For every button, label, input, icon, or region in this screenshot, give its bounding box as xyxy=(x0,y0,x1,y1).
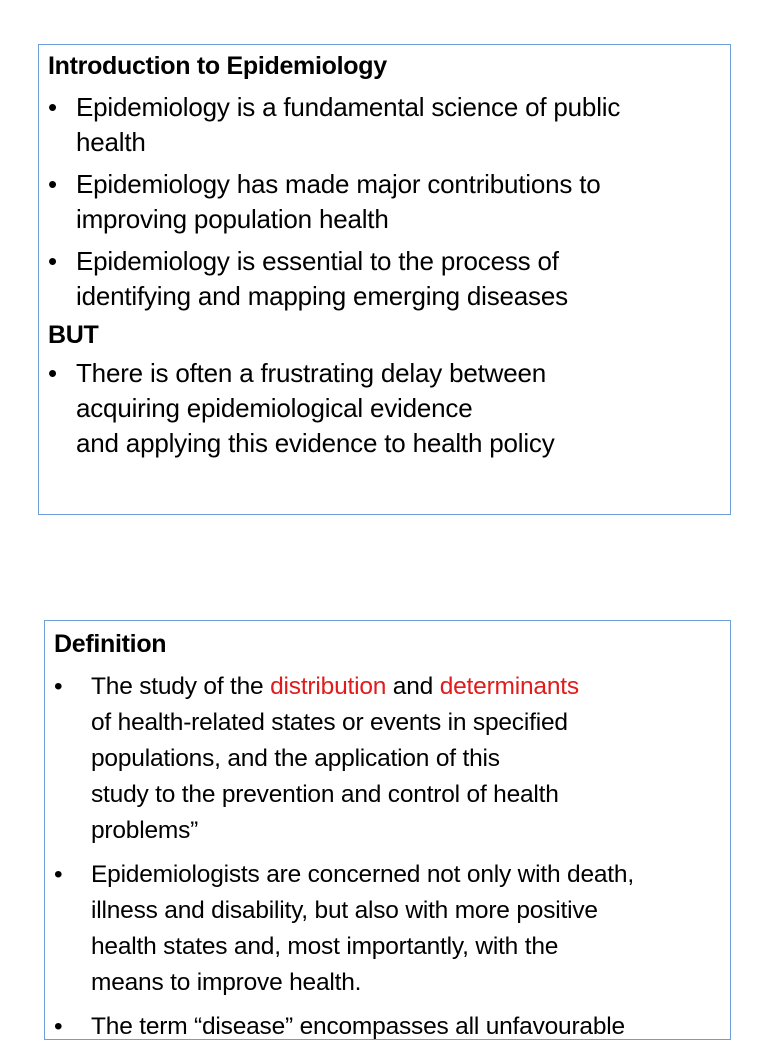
bullet-marker: • xyxy=(48,246,57,276)
bullet-text-first-line xyxy=(91,669,720,705)
bullet-text: study to the prevention and control of health xyxy=(91,781,559,808)
bullet-text: problems” xyxy=(91,817,199,844)
bullet-list xyxy=(48,90,720,314)
bullet-list xyxy=(54,669,720,1045)
bullet-text: Epidemiology has made major contributions to xyxy=(76,169,601,199)
list-item xyxy=(48,356,720,461)
bullet-text: identifying and mapping emerging diseases xyxy=(76,281,568,311)
bullet-text: Epidemiologists are concerned not only with death, xyxy=(91,861,634,888)
bullet-marker: • xyxy=(54,673,63,700)
bullet-text: Epidemiology is essential to the process of xyxy=(76,246,559,276)
bullet-text: of health-related states or events in specified xyxy=(91,709,568,736)
text: and xyxy=(386,673,440,700)
bullet-text: health states and, most importantly, with the xyxy=(91,933,559,960)
bullet-text: populations, and the application of this xyxy=(91,745,500,772)
slide-title: Definition xyxy=(54,630,167,658)
list-item xyxy=(48,90,720,160)
bullet-marker: • xyxy=(54,861,63,888)
bullet-text: and applying this evidence to health policy xyxy=(76,428,555,458)
bullet-marker: • xyxy=(48,92,57,122)
but-heading: BUT xyxy=(48,321,99,349)
bullet-text: Epidemiology is a fundamental science of public xyxy=(76,92,621,122)
bullet-marker: • xyxy=(48,169,57,199)
highlight-distribution: distribution xyxy=(270,673,387,700)
list-item xyxy=(54,669,720,849)
bullet-text: improving population health xyxy=(76,204,389,234)
bullet-marker: • xyxy=(54,1013,63,1040)
list-item xyxy=(48,167,720,237)
bullet-text: acquiring epidemiological evidence xyxy=(76,393,473,423)
highlight-determinants: determinants xyxy=(439,673,579,700)
bullet-text: illness and disability, but also with more positive xyxy=(91,897,598,924)
list-item xyxy=(48,244,720,314)
bullet-text: There is often a frustrating delay between xyxy=(76,358,546,388)
slide-definition xyxy=(44,620,731,1040)
bullet-text: health xyxy=(76,127,146,157)
bullet-text: means to improve health. xyxy=(91,969,362,996)
slide-title: Introduction to Epidemiology xyxy=(48,52,387,80)
bullet-text: The term “disease” encompasses all unfavourable xyxy=(91,1013,625,1040)
text: The study of the xyxy=(91,673,271,700)
list-item xyxy=(54,857,720,1001)
list-item xyxy=(54,1009,720,1045)
slide-intro-to-epidemiology xyxy=(38,44,731,515)
bullet-marker: • xyxy=(48,358,57,388)
bullet-list xyxy=(48,356,720,461)
